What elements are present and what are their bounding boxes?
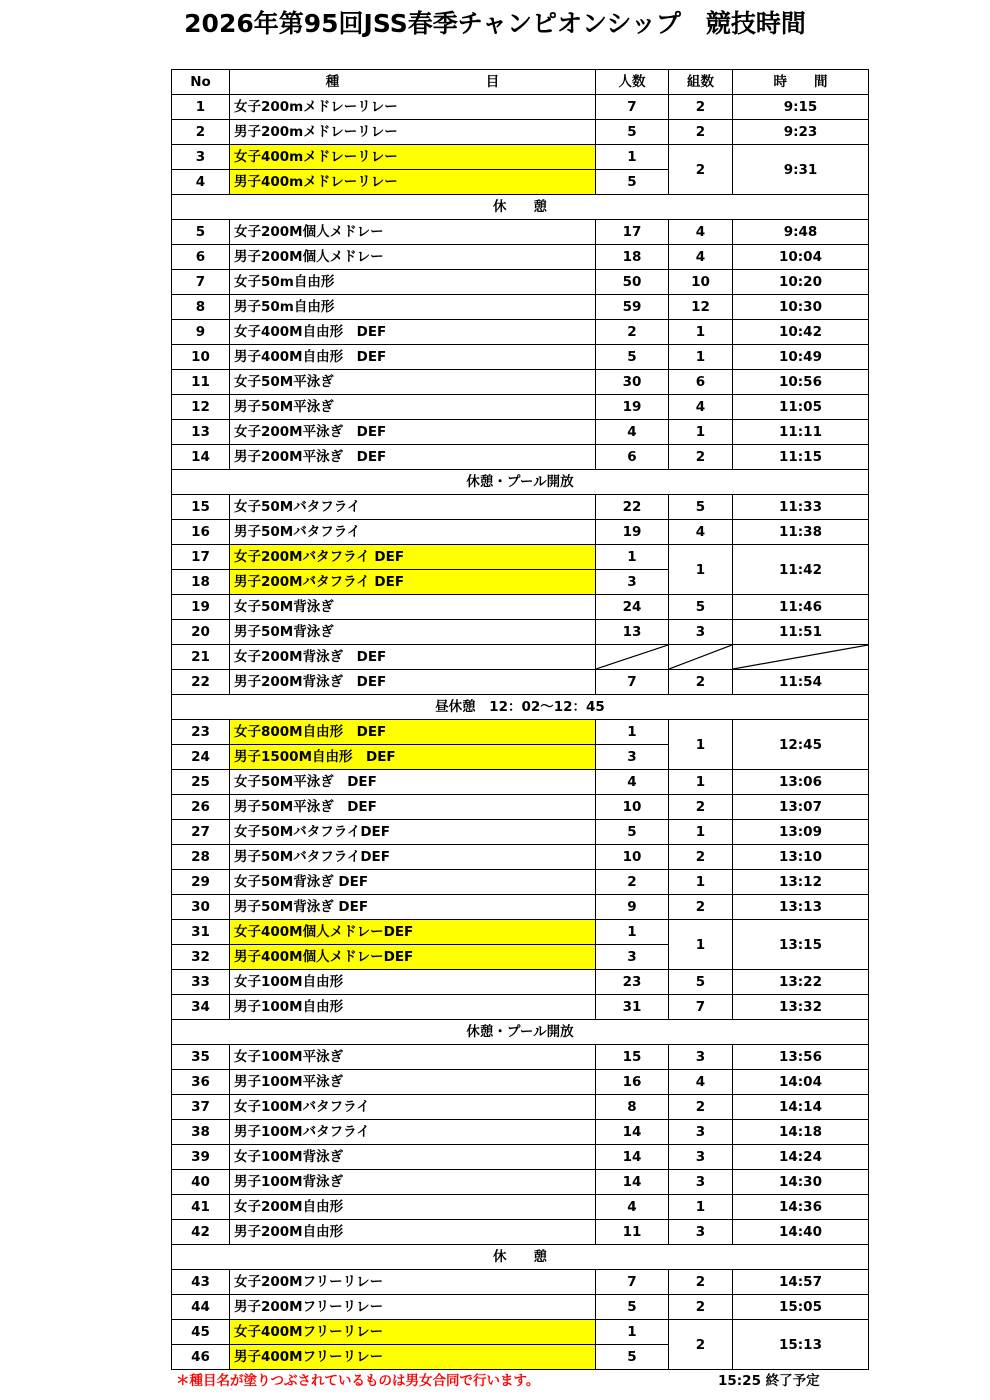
count-cell: 50 <box>596 270 669 295</box>
event-no: 8 <box>172 295 230 320</box>
groups-cell: 2 <box>669 845 733 870</box>
count-cell: 59 <box>596 295 669 320</box>
time-cell: 14:30 <box>733 1170 869 1195</box>
break-row <box>172 195 869 220</box>
time-cell: 10:04 <box>733 245 869 270</box>
event-row <box>172 395 869 420</box>
groups-cell: 3 <box>669 1045 733 1070</box>
break-row <box>172 1020 869 1045</box>
event-no: 39 <box>172 1145 230 1170</box>
event-no: 14 <box>172 445 230 470</box>
count-cell: 10 <box>596 795 669 820</box>
count-cell: 17 <box>596 220 669 245</box>
time-cell: 13:12 <box>733 870 869 895</box>
event-name: 女子200Mバタフライ DEF <box>230 545 596 570</box>
event-row <box>172 420 869 445</box>
header-row <box>172 70 869 95</box>
time-cell: 9:23 <box>733 120 869 145</box>
header-time: 時 間 <box>733 70 869 95</box>
event-no: 20 <box>172 620 230 645</box>
groups-cell: 12 <box>669 295 733 320</box>
groups-cell: 2 <box>669 895 733 920</box>
header-event <box>230 70 596 95</box>
event-no: 13 <box>172 420 230 445</box>
time-cell: 10:42 <box>733 320 869 345</box>
event-no: 18 <box>172 570 230 595</box>
count-cell: 3 <box>596 945 669 970</box>
event-name: 男子50M背泳ぎ DEF <box>230 895 596 920</box>
groups-cell <box>669 645 733 670</box>
footnote: ＊種目名が塗りつぶされているものは男女合同で行います。 <box>176 1373 540 1389</box>
event-row <box>172 920 869 945</box>
count-cell: 30 <box>596 370 669 395</box>
event-name: 女子50M背泳ぎ DEF <box>230 870 596 895</box>
header-count: 人数 <box>596 70 669 95</box>
groups-cell: 3 <box>669 1145 733 1170</box>
count-cell: 23 <box>596 970 669 995</box>
event-row <box>172 270 869 295</box>
groups-cell: 1 <box>669 345 733 370</box>
event-no: 4 <box>172 170 230 195</box>
schedule-body <box>172 95 869 1370</box>
event-row <box>172 320 869 345</box>
count-cell: 14 <box>596 1120 669 1145</box>
event-name: 男子100M背泳ぎ <box>230 1170 596 1195</box>
time-cell: 11:05 <box>733 395 869 420</box>
event-no: 19 <box>172 595 230 620</box>
event-name: 女子50m自由形 <box>230 270 596 295</box>
event-name: 男子50m自由形 <box>230 295 596 320</box>
event-name: 男子200mメドレーリレー <box>230 120 596 145</box>
count-cell: 2 <box>596 320 669 345</box>
event-no: 10 <box>172 345 230 370</box>
event-no: 44 <box>172 1295 230 1320</box>
event-name: 男子50Mバタフライ <box>230 520 596 545</box>
groups-cell: 2 <box>669 445 733 470</box>
event-name: 男子200Mバタフライ DEF <box>230 570 596 595</box>
event-no: 42 <box>172 1220 230 1245</box>
event-name: 女子400M自由形 DEF <box>230 320 596 345</box>
break-label: 休 憩 <box>172 1245 869 1270</box>
event-row <box>172 1195 869 1220</box>
count-cell: 1 <box>596 145 669 170</box>
event-row <box>172 1295 869 1320</box>
header-no: No <box>172 70 230 95</box>
event-name: 女子50Mバタフライ <box>230 495 596 520</box>
event-name: 男子200M平泳ぎ DEF <box>230 445 596 470</box>
count-cell: 13 <box>596 620 669 645</box>
event-row <box>172 820 869 845</box>
count-cell: 16 <box>596 1070 669 1095</box>
event-row <box>172 595 869 620</box>
event-no: 29 <box>172 870 230 895</box>
event-row <box>172 645 869 670</box>
event-no: 28 <box>172 845 230 870</box>
event-row <box>172 895 869 920</box>
event-row <box>172 445 869 470</box>
count-cell: 19 <box>596 395 669 420</box>
event-row <box>172 870 869 895</box>
count-cell: 14 <box>596 1145 669 1170</box>
groups-cell: 3 <box>669 620 733 645</box>
end-time: 15:25 終了予定 <box>718 1373 820 1389</box>
break-label: 休 憩 <box>172 195 869 220</box>
event-name: 男子100M自由形 <box>230 995 596 1020</box>
groups-cell: 3 <box>669 1220 733 1245</box>
count-cell: 7 <box>596 1270 669 1295</box>
event-no: 43 <box>172 1270 230 1295</box>
groups-cell: 2 <box>669 795 733 820</box>
event-name: 男子50M平泳ぎ <box>230 395 596 420</box>
event-no: 27 <box>172 820 230 845</box>
count-cell: 4 <box>596 420 669 445</box>
count-cell: 3 <box>596 570 669 595</box>
event-name: 女子200M平泳ぎ DEF <box>230 420 596 445</box>
event-name: 女子50M背泳ぎ <box>230 595 596 620</box>
count-cell: 7 <box>596 95 669 120</box>
event-row <box>172 345 869 370</box>
groups-cell: 1 <box>669 820 733 845</box>
event-row <box>172 120 869 145</box>
break-label: 休憩・プール開放 <box>172 470 869 495</box>
slash-mark <box>669 645 732 669</box>
event-name: 男子200M背泳ぎ DEF <box>230 670 596 695</box>
event-no: 30 <box>172 895 230 920</box>
time-cell: 9:15 <box>733 95 869 120</box>
event-no: 32 <box>172 945 230 970</box>
page-title: 2026年第95回JSS春季チャンピオンシップ 競技時間 <box>184 9 806 38</box>
event-row <box>172 795 869 820</box>
count-cell: 5 <box>596 345 669 370</box>
time-cell: 14:40 <box>733 1220 869 1245</box>
header-event-a: 種 <box>325 74 340 90</box>
event-name: 女子50M平泳ぎ <box>230 370 596 395</box>
event-name: 男子200Mフリーリレー <box>230 1295 596 1320</box>
event-row <box>172 1145 869 1170</box>
count-cell: 31 <box>596 995 669 1020</box>
event-row <box>172 1270 869 1295</box>
groups-cell: 4 <box>669 1070 733 1095</box>
groups-cell: 5 <box>669 970 733 995</box>
schedule-table <box>171 69 869 1370</box>
event-row <box>172 95 869 120</box>
event-row <box>172 770 869 795</box>
event-no: 26 <box>172 795 230 820</box>
event-row <box>172 1320 869 1345</box>
time-cell: 10:49 <box>733 345 869 370</box>
groups-cell: 4 <box>669 395 733 420</box>
time-cell: 10:20 <box>733 270 869 295</box>
event-row <box>172 670 869 695</box>
groups-cell: 2 <box>669 95 733 120</box>
count-cell: 11 <box>596 1220 669 1245</box>
event-row <box>172 220 869 245</box>
event-name: 男子200M個人メドレー <box>230 245 596 270</box>
groups-cell: 4 <box>669 520 733 545</box>
groups-cell: 2 <box>669 670 733 695</box>
event-name: 女子400mメドレーリレー <box>230 145 596 170</box>
event-no: 1 <box>172 95 230 120</box>
count-cell: 6 <box>596 445 669 470</box>
time-cell: 13:06 <box>733 770 869 795</box>
time-cell: 13:10 <box>733 845 869 870</box>
time-cell: 14:36 <box>733 1195 869 1220</box>
time-cell: 11:11 <box>733 420 869 445</box>
event-no: 22 <box>172 670 230 695</box>
count-cell: 5 <box>596 1345 669 1370</box>
count-cell: 18 <box>596 245 669 270</box>
event-name: 女子200mメドレーリレー <box>230 95 596 120</box>
count-cell: 7 <box>596 670 669 695</box>
event-no: 33 <box>172 970 230 995</box>
count-cell: 22 <box>596 495 669 520</box>
groups-cell: 2 <box>669 1320 733 1370</box>
count-cell: 14 <box>596 1170 669 1195</box>
time-cell: 11:46 <box>733 595 869 620</box>
groups-cell: 1 <box>669 320 733 345</box>
event-row <box>172 1095 869 1120</box>
count-cell: 8 <box>596 1095 669 1120</box>
event-name: 女子800M自由形 DEF <box>230 720 596 745</box>
groups-cell: 6 <box>669 370 733 395</box>
event-no: 7 <box>172 270 230 295</box>
event-no: 40 <box>172 1170 230 1195</box>
event-row <box>172 245 869 270</box>
time-cell: 11:38 <box>733 520 869 545</box>
time-cell <box>733 645 869 670</box>
event-no: 15 <box>172 495 230 520</box>
break-row <box>172 470 869 495</box>
event-row <box>172 1120 869 1145</box>
event-no: 31 <box>172 920 230 945</box>
event-row <box>172 995 869 1020</box>
event-name: 男子400M自由形 DEF <box>230 345 596 370</box>
time-cell: 14:04 <box>733 1070 869 1095</box>
groups-cell: 1 <box>669 720 733 770</box>
event-name: 女子400M個人メドレーDEF <box>230 920 596 945</box>
event-name: 男子400Mフリーリレー <box>230 1345 596 1370</box>
event-name: 男子400M個人メドレーDEF <box>230 945 596 970</box>
event-name: 男子50M平泳ぎ DEF <box>230 795 596 820</box>
event-row <box>172 145 869 170</box>
count-cell: 19 <box>596 520 669 545</box>
slash-mark <box>596 645 668 669</box>
event-no: 12 <box>172 395 230 420</box>
groups-cell: 1 <box>669 920 733 970</box>
event-row <box>172 1070 869 1095</box>
event-name: 女子200Mフリーリレー <box>230 1270 596 1295</box>
event-name: 男子200M自由形 <box>230 1220 596 1245</box>
event-row <box>172 720 869 745</box>
time-cell: 13:32 <box>733 995 869 1020</box>
event-name: 女子50MバタフライDEF <box>230 820 596 845</box>
header-event-b: 目 <box>485 74 500 90</box>
event-row <box>172 1220 869 1245</box>
event-no: 45 <box>172 1320 230 1345</box>
event-no: 17 <box>172 545 230 570</box>
time-cell: 9:31 <box>733 145 869 195</box>
time-cell: 13:09 <box>733 820 869 845</box>
count-cell: 2 <box>596 870 669 895</box>
event-name: 女子100M自由形 <box>230 970 596 995</box>
event-name: 女子100Mバタフライ <box>230 1095 596 1120</box>
groups-cell: 2 <box>669 1270 733 1295</box>
event-row <box>172 370 869 395</box>
event-name: 男子50M背泳ぎ <box>230 620 596 645</box>
time-cell: 15:05 <box>733 1295 869 1320</box>
count-cell: 5 <box>596 120 669 145</box>
break-row <box>172 1245 869 1270</box>
count-cell: 10 <box>596 845 669 870</box>
event-row <box>172 520 869 545</box>
groups-cell: 4 <box>669 245 733 270</box>
event-no: 9 <box>172 320 230 345</box>
event-no: 36 <box>172 1070 230 1095</box>
event-name: 男子100M平泳ぎ <box>230 1070 596 1095</box>
count-cell: 5 <box>596 1295 669 1320</box>
event-name: 男子1500M自由形 DEF <box>230 745 596 770</box>
groups-cell: 3 <box>669 1120 733 1145</box>
event-name: 女子400Mフリーリレー <box>230 1320 596 1345</box>
groups-cell: 4 <box>669 220 733 245</box>
time-cell: 13:56 <box>733 1045 869 1070</box>
groups-cell: 1 <box>669 420 733 445</box>
event-no: 21 <box>172 645 230 670</box>
groups-cell: 1 <box>669 545 733 595</box>
event-no: 25 <box>172 770 230 795</box>
break-label: 休憩・プール開放 <box>172 1020 869 1045</box>
event-no: 5 <box>172 220 230 245</box>
count-cell: 4 <box>596 1195 669 1220</box>
groups-cell: 2 <box>669 1295 733 1320</box>
groups-cell: 2 <box>669 120 733 145</box>
event-no: 11 <box>172 370 230 395</box>
groups-cell: 2 <box>669 1095 733 1120</box>
time-cell: 11:15 <box>733 445 869 470</box>
count-cell: 15 <box>596 1045 669 1070</box>
count-cell: 5 <box>596 170 669 195</box>
event-name: 女子200M個人メドレー <box>230 220 596 245</box>
time-cell: 10:56 <box>733 370 869 395</box>
time-cell: 11:33 <box>733 495 869 520</box>
event-name: 女子200M背泳ぎ DEF <box>230 645 596 670</box>
time-cell: 14:14 <box>733 1095 869 1120</box>
event-no: 38 <box>172 1120 230 1145</box>
time-cell: 15:13 <box>733 1320 869 1370</box>
groups-cell: 1 <box>669 870 733 895</box>
event-no: 3 <box>172 145 230 170</box>
event-name: 女子50M平泳ぎ DEF <box>230 770 596 795</box>
event-row <box>172 495 869 520</box>
time-cell: 13:07 <box>733 795 869 820</box>
event-name: 男子100Mバタフライ <box>230 1120 596 1145</box>
event-no: 6 <box>172 245 230 270</box>
time-cell: 13:22 <box>733 970 869 995</box>
time-cell: 12:45 <box>733 720 869 770</box>
event-row <box>172 970 869 995</box>
groups-cell: 5 <box>669 595 733 620</box>
time-cell: 9:48 <box>733 220 869 245</box>
groups-cell: 1 <box>669 1195 733 1220</box>
groups-cell: 2 <box>669 145 733 195</box>
count-cell: 4 <box>596 770 669 795</box>
count-cell <box>596 645 669 670</box>
event-no: 24 <box>172 745 230 770</box>
event-name: 男子400mメドレーリレー <box>230 170 596 195</box>
groups-cell: 3 <box>669 1170 733 1195</box>
count-cell: 1 <box>596 545 669 570</box>
event-no: 46 <box>172 1345 230 1370</box>
count-cell: 1 <box>596 1320 669 1345</box>
event-no: 41 <box>172 1195 230 1220</box>
groups-cell: 1 <box>669 770 733 795</box>
event-no: 34 <box>172 995 230 1020</box>
event-no: 35 <box>172 1045 230 1070</box>
event-name: 男子50MバタフライDEF <box>230 845 596 870</box>
time-cell: 14:57 <box>733 1270 869 1295</box>
break-row <box>172 695 869 720</box>
event-row <box>172 1045 869 1070</box>
time-cell: 11:54 <box>733 670 869 695</box>
event-no: 16 <box>172 520 230 545</box>
time-cell: 10:30 <box>733 295 869 320</box>
event-row <box>172 295 869 320</box>
event-no: 23 <box>172 720 230 745</box>
event-name: 女子100M平泳ぎ <box>230 1045 596 1070</box>
header-groups: 組数 <box>669 70 733 95</box>
slash-mark <box>733 645 868 669</box>
count-cell: 24 <box>596 595 669 620</box>
time-cell: 13:13 <box>733 895 869 920</box>
groups-cell: 10 <box>669 270 733 295</box>
event-name: 女子100M背泳ぎ <box>230 1145 596 1170</box>
groups-cell: 7 <box>669 995 733 1020</box>
break-label: 昼休憩 12：02〜12：45 <box>172 695 869 720</box>
event-row <box>172 620 869 645</box>
event-name: 女子200M自由形 <box>230 1195 596 1220</box>
count-cell: 5 <box>596 820 669 845</box>
event-row <box>172 545 869 570</box>
time-cell: 11:42 <box>733 545 869 595</box>
event-row <box>172 1170 869 1195</box>
groups-cell: 5 <box>669 495 733 520</box>
count-cell: 3 <box>596 745 669 770</box>
count-cell: 1 <box>596 720 669 745</box>
time-cell: 14:24 <box>733 1145 869 1170</box>
event-no: 37 <box>172 1095 230 1120</box>
count-cell: 1 <box>596 920 669 945</box>
count-cell: 9 <box>596 895 669 920</box>
time-cell: 14:18 <box>733 1120 869 1145</box>
time-cell: 13:15 <box>733 920 869 970</box>
event-row <box>172 845 869 870</box>
event-no: 2 <box>172 120 230 145</box>
time-cell: 11:51 <box>733 620 869 645</box>
